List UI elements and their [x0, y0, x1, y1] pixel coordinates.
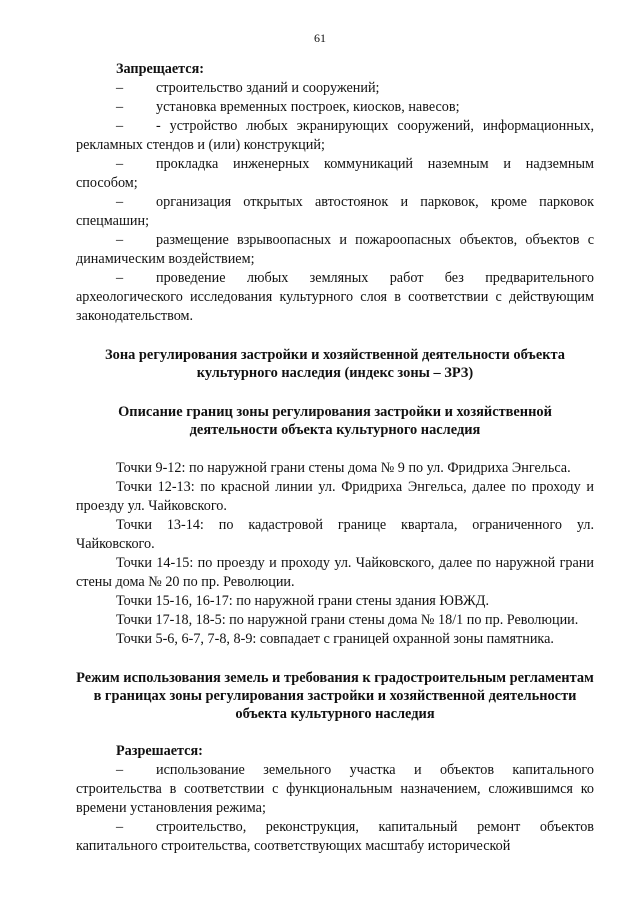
list-item: – прокладка инженерных коммуникаций наземным и надземным способом; [76, 156, 594, 191]
boundary-point: Точки 17-18, 18-5: по наружной грани стены дома № 18/1 по пр. Революции. [116, 612, 579, 628]
boundary-point: Точки 13-14: по кадастровой границе квартала, ограниченного ул. Чайковского. [76, 517, 594, 552]
page-number: 61 [314, 31, 326, 45]
boundary-point: Точки 15-16, 16-17: по наружной грани стены здания ЮВЖД. [116, 593, 489, 609]
boundary-heading: Описание границ зоны регулирования застройки и хозяйственной деятельности объекта культурного наследия [118, 404, 552, 438]
dash-marker: – [116, 762, 124, 778]
boundary-point: Точки 14-15: по проезду и проходу ул. Чайковского, далее по наружной грани стены дома № 20 по пр. Революции. [76, 555, 594, 590]
list-item: – организация открытых автостоянок и парковок, кроме парковок спецмашин; [76, 194, 594, 229]
allowed-label: Разрешается: [116, 743, 203, 759]
dash-marker: – [116, 80, 124, 96]
regime-heading: Режим использования земель и требования к градостроительным регламентам в границах зоны регулирования застройки и хозяйственной деятельности объекта культурного наследия [76, 670, 594, 722]
boundary-points-list [76, 459, 594, 649]
list-item: – строительство зданий и сооружений; [76, 79, 594, 98]
prohibited-list [76, 79, 594, 326]
list-item: – строительство, реконструкция, капитальный ремонт объектов капитального строительства, соответствующих масштабу исторической [76, 819, 594, 854]
boundary-point: Точки 9-12: по наружной грани стены дома № 9 по ул. Фридриха Энгельса. [116, 460, 571, 476]
allowed-list [76, 761, 594, 856]
dash-marker: – [116, 194, 124, 210]
list-item: – - устройство любых экранирующих сооружений, информационных, рекламных стендов и (или) конструкций; [76, 118, 594, 153]
dash-marker: – [116, 118, 124, 134]
dash-marker: – [116, 232, 124, 248]
document-body [76, 60, 594, 856]
dash-marker: – [116, 819, 124, 835]
boundary-point: Точки 5-6, 6-7, 7-8, 8-9: совпадает с границей охранной зоны памятника. [116, 631, 554, 647]
boundary-point: Точки 12-13: по красной линии ул. Фридриха Энгельса, далее по проходу и проезду ул. Чайковского. [76, 479, 594, 514]
dash-marker: – [116, 156, 124, 172]
list-item: – использование земельного участка и объектов капитального строительства в соответствии с функциональным назначением, сложившимся ко времени установления режима; [76, 762, 594, 816]
list-item: – размещение взрывоопасных и пожароопасных объектов, объектов с динамическим воздействием; [76, 232, 594, 267]
dash-marker: – [116, 99, 124, 115]
zone-heading: Зона регулирования застройки и хозяйственной деятельности объекта культурного наследия (индекс зоны – ЗРЗ) [105, 347, 565, 381]
prohibited-label: Запрещается: [116, 61, 204, 77]
list-item: – проведение любых земляных работ без предварительного археологического исследования культурного слоя в соответствии с действующим законодательством. [76, 270, 594, 324]
dash-marker: – [116, 270, 124, 286]
list-item: – установка временных построек, киосков, навесов; [76, 98, 594, 117]
